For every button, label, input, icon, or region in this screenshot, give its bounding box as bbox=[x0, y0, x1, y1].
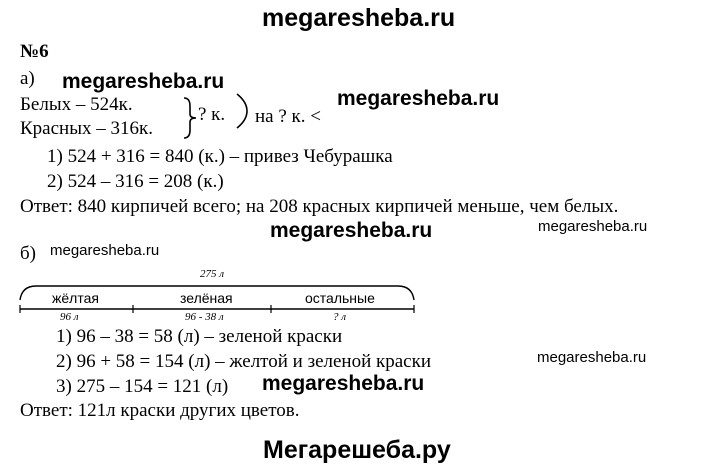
part-b-step-3: 3) 275 – 154 = 121 (л) bbox=[56, 376, 229, 397]
diagram-total-label: 275 л bbox=[200, 268, 225, 280]
watermark-b-small: megaresheba.ru bbox=[50, 242, 160, 259]
watermark-b-mid: megaresheba.ru bbox=[262, 372, 425, 395]
segment-green-value: 96 - 38 л bbox=[185, 311, 224, 323]
watermark-a-left: megaresheba.ru bbox=[62, 70, 225, 93]
part-b-step-2: 2) 96 + 58 = 154 (л) – желтой и зеленой краски bbox=[56, 351, 432, 372]
task-number: №6 bbox=[20, 41, 49, 62]
watermark-a-right: megaresheba.ru bbox=[337, 87, 500, 110]
part-b-label: б) bbox=[20, 243, 36, 264]
part-a-step-2: 2) 524 – 316 = 208 (к.) bbox=[47, 171, 224, 192]
part-a-label: а) bbox=[20, 68, 35, 89]
watermark-footer: Мегарешеба.ру bbox=[263, 436, 451, 464]
watermark-b-right-small: megaresheba.ru bbox=[537, 349, 647, 366]
part-b-answer: Ответ: 121л краски других цветов. bbox=[20, 400, 300, 421]
part-a-red-bricks: Красных – 316к. bbox=[20, 118, 153, 139]
watermark-mid-small: megaresheba.ru bbox=[538, 218, 648, 235]
watermark-mid: megaresheba.ru bbox=[270, 219, 433, 242]
segment-green-label: зелёная bbox=[180, 290, 233, 306]
segment-yellow-label: жёлтая bbox=[52, 290, 99, 306]
part-a-white-bricks: Белых – 524к. bbox=[20, 94, 133, 115]
brace-total-icon bbox=[180, 96, 200, 140]
part-a-answer: Ответ: 840 кирпичей всего; на 208 красных кирпичей меньше, чем белых. bbox=[20, 196, 619, 217]
segment-yellow-value: 96 л bbox=[60, 311, 79, 323]
part-a-step-1: 1) 524 + 316 = 840 (к.) – привез Чебурашка bbox=[47, 146, 393, 167]
bracket-difference-icon bbox=[234, 92, 250, 130]
watermark-top: megaresheba.ru bbox=[262, 4, 456, 32]
segment-other-label: остальные bbox=[305, 290, 375, 306]
part-a-difference-question: на ? к. < bbox=[255, 106, 321, 127]
part-a-total-question: ? к. bbox=[198, 104, 226, 125]
segment-other-value: ? л bbox=[333, 311, 347, 323]
part-b-step-1: 1) 96 – 38 = 58 (л) – зеленой краски bbox=[56, 326, 343, 347]
